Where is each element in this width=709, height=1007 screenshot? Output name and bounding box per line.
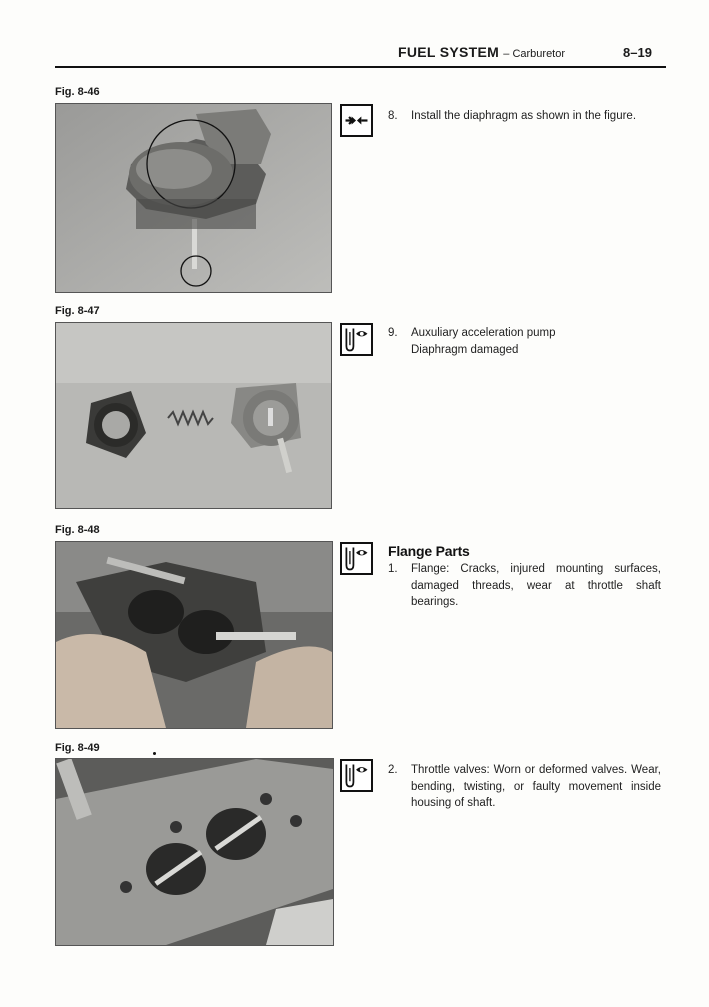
inspect-eye-icon	[340, 542, 373, 575]
install-arrows-icon	[340, 104, 373, 137]
figure-label: Fig. 8-46	[55, 86, 100, 98]
inspect-eye-icon	[340, 323, 373, 356]
subsection-title: – Carburetor	[503, 48, 566, 60]
step-text: Throttle valves: Worn or deformed valves. Wear, bending, twisting, or faulty movement inside housing of shaft.	[411, 764, 661, 809]
page-number: 8–19	[623, 45, 652, 60]
inspect-eye-icon	[340, 759, 373, 792]
step-text	[411, 325, 668, 358]
section-title: FUEL SYSTEM	[398, 44, 500, 60]
step-text: Install the diaphragm as shown in the figure.	[411, 110, 637, 122]
step-number: 9.	[388, 327, 398, 339]
figure-photo-flange-parts	[55, 541, 333, 729]
running-title	[398, 44, 565, 60]
step-number: 2.	[388, 764, 398, 776]
page-header	[0, 0, 709, 72]
section-heading: Flange Parts	[388, 543, 470, 559]
step-number: 8.	[388, 110, 398, 122]
figure-label: Fig. 8-48	[55, 524, 100, 536]
figure-label: Fig. 8-49	[55, 742, 100, 754]
header-rule	[55, 66, 666, 68]
print-speck	[153, 752, 156, 755]
figure-photo-throttle-valves	[55, 758, 334, 946]
step-number: 1.	[388, 563, 398, 575]
figure-photo-diaphragm-installed	[55, 103, 332, 293]
figure-label: Fig. 8-47	[55, 305, 100, 317]
step-line: Auxuliary acceleration pump	[411, 327, 556, 339]
step-line: Diaphragm damaged	[411, 343, 519, 356]
figure-photo-pump-parts	[55, 322, 332, 509]
step-text: Flange: Cracks, injured mounting surfaces, damaged threads, wear at throttle shaft bearings.	[411, 563, 661, 608]
